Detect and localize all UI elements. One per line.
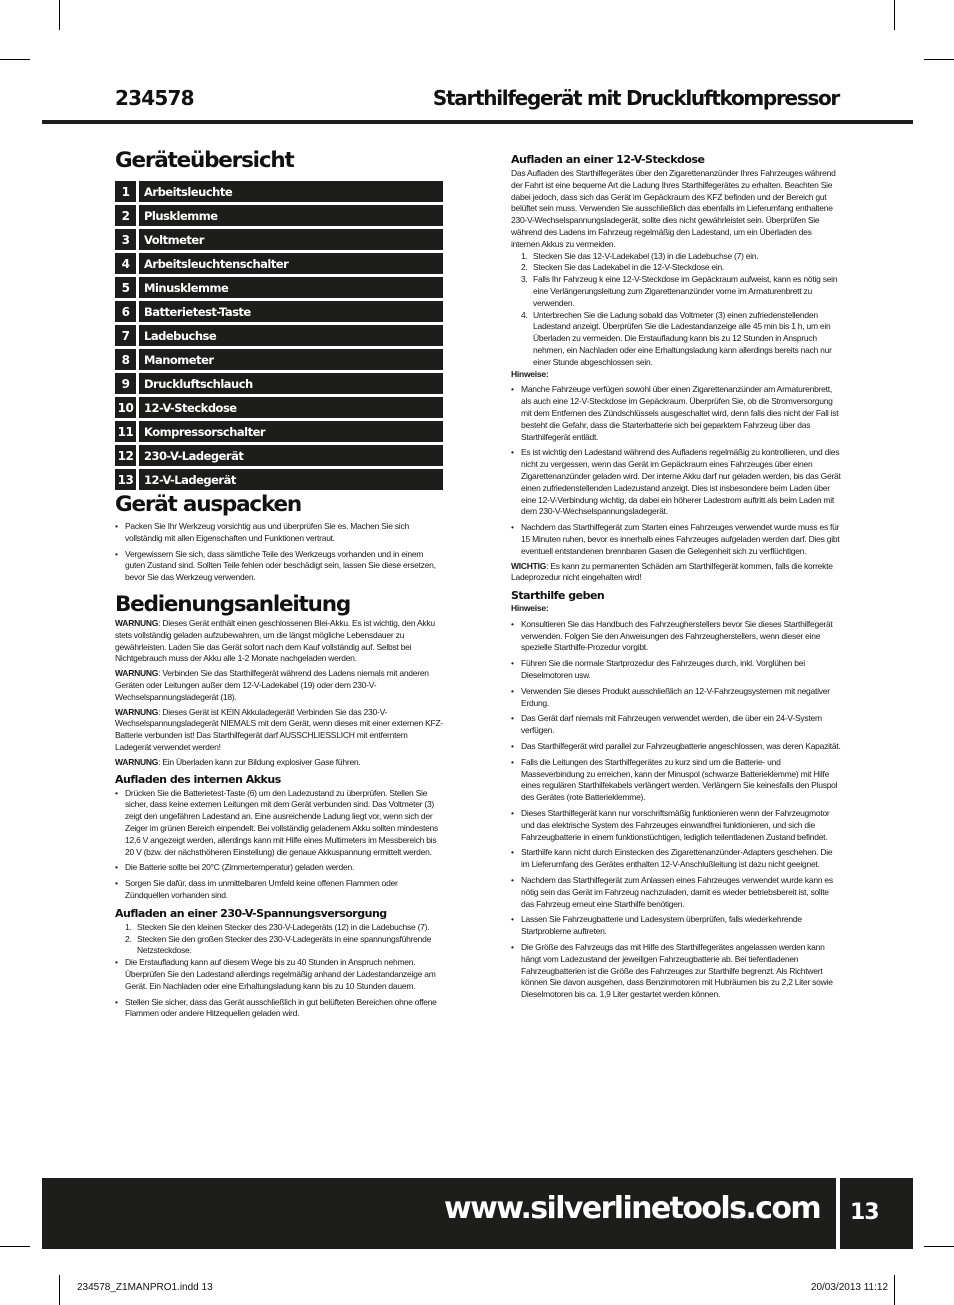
socket-charging-heading: Aufladen an einer 12-V-Steckdose [511, 153, 705, 166]
step-text: Stecken Sie das 12-V-Ladekabel (13) in die Ladebuchse (7) ein. [533, 250, 759, 261]
warning-paragraph [115, 618, 443, 665]
list-item: • Packen Sie Ihr Werkzeug vorsichtig aus und überprüfen Sie es. Machen Sie sich vollständig mit allen Eigenschaften und Funktionen vertraut. [115, 521, 443, 545]
list-item: • Nachdem das Starthilfegerät zum Starten eines Fahrzeuges verwendet wurde muss es für 15 Minuten ruhen, bevor es innerhalb eines Fahrzeuges aufgeladen werden darf. Dies gibt eventuell entstandenen brennbaren Gasen die Gelegenheit sich zu verflüchtigen. [511, 522, 841, 557]
step-item [511, 262, 841, 274]
list-item: • Falls die Leitungen des Starthilfegerätes zu kurz sind um die Batterie- und Masseverbindung zu erreichen, kann der Minuspol (schwarze Batterieklemme) mit Hilfe eines regulären Starthilfekabels verlängert werden. Verlängern Sie keinesfalls den Pluspol des Gerätes (rote Batterieklemme). [511, 757, 841, 804]
list-item: • Verwenden Sie dieses Produkt ausschließlich an 12-V-Fahrzeugsystemen mit negativer Erdung. [511, 686, 841, 710]
list-item: • Das Starthilfegerät wird parallel zur Fahrzeugbatterie angeschlossen, was deren Kapazität. [511, 741, 841, 753]
parts-row [115, 469, 443, 490]
step-text: Stecken Sie den kleinen Stecker des 230-V-Ladegeräts (12) in die Ladebuchse (7). [137, 921, 430, 932]
part-number: 5 [115, 277, 136, 298]
step-item [115, 934, 443, 958]
important-label: WICHTIG [511, 560, 547, 571]
part-label: 12-V-Steckdose [139, 397, 443, 418]
warning-text: : Verbinden Sie das Starthilfegerät während des Ladens niemals mit anderen Geräten oder Leitungen außer dem 12-V-Ladekabel (19) oder dem 230-V-Wechselspannungsladegerät (18). [115, 668, 429, 702]
notes-label-text: Hinweise [511, 368, 546, 379]
part-number: 4 [115, 253, 136, 274]
part-number: 12 [115, 445, 136, 466]
socket-intro: Das Aufladen des Starthilfegerätes über den Zigarettenanzünder Ihres Fahrzeuges während der Fahrt ist eine bequeme Art die Ladung Ihres Starthilfegerätes zu erhalten. Beachten Sie dabei jedoch, dass sich das Gerät im Gepäckraum des KFZ befinden und der Bereich gut belüftet sein muss. Verwenden Sie ausschließlich das ebenfalls im Lieferumfang enthaltene 230-V-Wechselspannungsladegerät, sollte dies nicht gewährleistet sein. Überprüfen Sie während des Ladens im Fahrzeug regelmäßig den Ladestand, um ein Überladen des internen Akkus zu vermeiden. [511, 168, 836, 249]
part-number: 9 [115, 373, 136, 394]
list-item: • Nachdem das Starthilfegerät zum Anlassen eines Fahrzeuges verwendet wurde kann es nötig sein das Gerät im Fahrzeug nachzuladen, damit es wieder betriebsbereit ist, sollte das Fahrzeug erneut eine Starthilfe benötigen. [511, 875, 841, 910]
warning-label: WARNUNG [115, 706, 159, 717]
crop-mark [924, 1246, 954, 1247]
list-item: • Konsultieren Sie das Handbuch des Fahrzeugherstellers bevor Sie dieses Starthilfegerät verwenden. Folgen Sie den Anweisungen des Fahrzeugherstellers, wenn dieser eine spezielle Starthilfe-Prozedur vorgibt. [511, 619, 841, 654]
parts-row [115, 349, 443, 370]
part-label: Druckluftschlauch [139, 373, 443, 394]
internal-charging-heading: Aufladen des internen Akkus [115, 772, 281, 786]
parts-row [115, 301, 443, 322]
warning-label: WARNUNG [115, 617, 159, 628]
warning-paragraph [115, 707, 443, 754]
list-item: • Sorgen Sie dafür, dass im unmittelbaren Umfeld keine offenen Flammen oder Zündquellen vorhanden sind. [115, 878, 443, 902]
header-rule [42, 120, 913, 124]
unpacking-heading: Gerät auspacken [115, 492, 301, 517]
notes-label-text: Hinweise [511, 603, 546, 614]
part-number: 8 [115, 349, 136, 370]
step-number: 1. [125, 921, 132, 932]
list-item: • Manche Fahrzeuge verfügen sowohl über einen Zigarettenanzünder am Armaturenbrett, als auch eine 12-V-Steckdose im Gepäckraum. Überprüfen Sie, ob die Stromversorgung mit dem Entfernen des Zündschlüssels ausgeschaltet wird, denn falls dies nicht der Fall ist besteht die Gefahr, dass die Starterbatterie sich bei geparktem Fahrzeug über das Starthilfegerät entlädt. [511, 384, 841, 443]
warning-text: : Ein Überladen kann zur Bildung explosiver Gase führen. [158, 756, 361, 767]
list-item: • Die Erstaufladung kann auf diesem Wege bis zu 40 Stunden in Anspruch nehmen. Überprüfen Sie den Ladestand allerdings regelmäßig anhand der Ladestandanzeige am Gerät. Ein Nachladen oder eine Erhaltungsladung kann bis zu 10 Stunden dauern. [115, 957, 443, 992]
product-code: 234578 [115, 86, 194, 110]
crop-mark [924, 59, 954, 60]
list-item: • Drücken Sie die Batterietest-Taste (6) um den Ladezustand zu überprüfen. Stellen Sie sicher, dass keine externen Leitungen mit dem Gerät verbunden sind. Das Voltmeter (3) zeigt den ungefähren Ladestand an. Eine ausreichende Ladung liegt vor, wenn sich der Zeiger im grünen Bereich einpendelt. Bei vollständig geladenem Akku sollten mindestens 12,6 V angezeigt werden, allerdings kann mit Hilfe eines Multimeters im Messbereich bis 20 V (bzw. der nächsthöheren Einstellung) die genaue Akkuspannung ermittelt werden. [115, 788, 443, 859]
crop-mark [0, 1246, 30, 1247]
jumpstart-notes-label: Hinweise: [511, 603, 549, 614]
step-number: 2. [125, 933, 132, 944]
warning-label: WARNUNG [115, 756, 159, 767]
warning-paragraph [115, 668, 443, 703]
important-note [511, 561, 841, 585]
list-item: • Es ist wichtig den Ladestand während des Aufladens regelmäßig zu kontrollieren, und dies nicht zu vergessen, wenn das Gerät im Gepäckraum eines Fahrzeuges über einen Zigarettenanzünder geladen wird. Der interne Akku darf nur geladen werden, bis das Gerät einen zufriedenstellenden Ladezustand anzeigt. Dies ist insbesondere beim Laden über eine 12-V-Verbindung wichtig, da dabei ein höherer Ladestrom auftritt als beim Laden mit dem 230-V-Wechselspannungsladegerät. [511, 447, 841, 518]
page-number: 13 [850, 1200, 879, 1225]
step-item [511, 274, 841, 309]
step-item [511, 251, 841, 263]
jumpstart-notes-list [511, 619, 841, 1001]
crop-mark [59, 1275, 60, 1305]
warnings-block [115, 618, 443, 769]
part-label: Minusklemme [139, 277, 443, 298]
parts-row [115, 181, 443, 202]
parts-row [115, 445, 443, 466]
parts-row [115, 397, 443, 418]
parts-row [115, 277, 443, 298]
mains-charging-heading: Aufladen an einer 230-V-Spannungsversorgung [115, 906, 387, 920]
step-number: 2. [521, 262, 528, 273]
part-label: 230-V-Ladegerät [139, 445, 443, 466]
part-number: 13 [115, 469, 136, 490]
part-number: 2 [115, 205, 136, 226]
list-item: • Die Größe des Fahrzeugs das mit Hilfe des Starthilfegerätes angelassen werden kann hängt vom Ladezustand der jeweiligen Fahrzeugbatterie ab. Bei tiefentladenen Fahrzeugbatterien ist die Größe des Fahrzeuges zur Starthilfe begrenzt. Als Richtwert können Sie davon ausgehen, dass Benzinmotoren mit Hubräumen bis zu 2,2 Liter sowie Dieselmotoren bis ca. 1,9 Liter gestartet werden können. [511, 942, 841, 1001]
crop-mark [894, 0, 895, 30]
part-label: Voltmeter [139, 229, 443, 250]
socket-steps-list [511, 251, 841, 369]
parts-row [115, 253, 443, 274]
step-number: 4. [521, 309, 528, 320]
list-item: • Lassen Sie Fahrzeugbatterie und Ladesystem überprüfen, falls wiederkehrende Startprobleme auftreten. [511, 914, 841, 938]
crop-mark [894, 1275, 895, 1305]
part-label: Arbeitsleuchtenschalter [139, 253, 443, 274]
parts-list [115, 181, 443, 490]
part-number: 11 [115, 421, 136, 442]
part-label: Batterietest-Taste [139, 301, 443, 322]
overview-heading: Geräteübersicht [115, 148, 294, 173]
list-item: • Starthilfe kann nicht durch Einstecken des Zigarettenanzünder-Adapters geschehen. Die im Lieferumfang des Gerätes enthalten 12-V-Anschlußleitung ist dazu nicht geeignet. [511, 847, 841, 871]
part-label: Manometer [139, 349, 443, 370]
parts-row [115, 325, 443, 346]
crop-mark [0, 59, 30, 60]
mains-notes-list [115, 957, 443, 1020]
list-item: • Vergewissern Sie sich, dass sämtliche Teile des Werkzeugs vorhanden und in einem guten Zustand sind. Sollten Teile fehlen oder beschädigt sein, lassen Sie diese ersetzen, bevor Sie das Werkzeug verwenden. [115, 549, 443, 584]
socket-notes-list [511, 384, 841, 557]
list-item: • Die Batterie sollte bei 20°C (Zimmertemperatur) geladen werden. [115, 862, 443, 874]
parts-row [115, 421, 443, 442]
part-number: 1 [115, 181, 136, 202]
step-text: Stecken Sie das Ladekabel in die 12-V-Steckdose ein. [533, 262, 725, 273]
parts-row [115, 373, 443, 394]
warning-text: : Dieses Gerät ist KEIN Akkuladegerät! Verbinden Sie das 230-V-Wechselspannungsladegerät NIEMALS mit dem Gerät, wenn dieses mit einer externen KFZ-Batterie verbunden ist! Das Starthilfegerät darf AUSSCHLIESSLICH mit entferntem Ladegerät verwendet werden! [115, 706, 443, 752]
part-number: 6 [115, 301, 136, 322]
crop-mark [59, 0, 60, 30]
step-text: Unterbrechen Sie die Ladung sobald das Voltmeter (3) einen zufriedenstellenden Ladestand anzeigt. Überprüfen Sie die Ladestandanzeige alle 45 min bis 1 h, um ein Überladen zu vermeiden. Die Erstaufladung kann bis zu 12 Stunden in Anspruch nehmen, ein Nachladen oder eine Erhaltungsladung kann allerdings bereits nach nur einer Stunde abgeschlossen sein. [533, 309, 832, 367]
right-column [511, 152, 841, 1005]
operation-heading: Bedienungsanleitung [115, 591, 351, 617]
unpacking-list [115, 521, 443, 584]
part-label: 12-V-Ladegerät [139, 469, 443, 490]
jumpstart-heading: Starthilfe geben [511, 589, 605, 603]
internal-charging-list [115, 788, 443, 902]
parts-row [115, 229, 443, 250]
left-column [115, 146, 443, 1024]
part-label: Ladebuchse [139, 325, 443, 346]
list-item: • Dieses Starthilfegerät kann nur vorschriftsmäßig funktionieren wenn der Fahrzeugmotor und das elektrische System des Fahrzeuges einwandfrei funktionieren, und sich die Fahrzeugbatterie in einem funktionstüchtigen, lediglich teilentladenen Zustand befindet. [511, 808, 841, 843]
step-number: 1. [521, 250, 528, 261]
warning-paragraph [115, 757, 443, 769]
part-label: Kompressorschalter [139, 421, 443, 442]
footer-divider [836, 1178, 840, 1249]
parts-row [115, 205, 443, 226]
print-slug-date: 20/03/2013 11:12 [810, 1282, 888, 1293]
warning-text: : Dieses Gerät enthält einen geschlossenen Blei-Akku. Es ist wichtig, den Akku stets vollständig geladen aufzubewahren, um die längst mögliche Lebensdauer zu gewährleisten. Laden Sie das Gerät sofort nach dem Kauf vollständig auf. Selbst bei Nichtgebrauch muss der Akku alle 1-2 Monate nachgeladen werden. [115, 617, 435, 664]
list-item: • Führen Sie die normale Startprozedur des Fahrzeuges durch, inkl. Vorglühen bei Dieselmotoren usw. [511, 658, 841, 682]
warning-label: WARNUNG [115, 668, 159, 679]
step-text: Falls Ihr Fahrzeug k eine 12-V-Steckdose im Gepäckraum aufweist, kann es nötig sein eine Verlängerungsleitung zum Zigarettenanzünder vorne im Armaturenbrett zu verwenden. [533, 274, 838, 308]
mains-steps-list [115, 922, 443, 957]
page-title: Starthilfegerät mit Druckluftkompressor [432, 86, 839, 110]
step-item [115, 922, 443, 934]
part-number: 7 [115, 325, 136, 346]
important-text: : Es kann zu permanenten Schäden am Starthilfegerät kommen, falls die korrekte Ladeprozedur nicht eingehalten wird! [511, 560, 833, 583]
list-item: • Stellen Sie sicher, dass das Gerät ausschließlich in gut belüfteten Bereichen ohne offene Flammen oder andere Hitzequellen geladen wird. [115, 997, 443, 1021]
part-label: Plusklemme [139, 205, 443, 226]
step-item [511, 310, 841, 369]
step-text: Stecken Sie den großen Stecker des 230-V-Ladegeräts in eine spannungsführende Netzsteckdose. [137, 933, 432, 956]
website-link[interactable]: www.silverlinetools.com [444, 1191, 820, 1226]
part-number: 10 [115, 397, 136, 418]
part-number: 3 [115, 229, 136, 250]
print-slug-file: 234578_Z1MANPRO1.indd 13 [77, 1282, 213, 1293]
list-item: • Das Gerät darf niemals mit Fahrzeugen verwendet werden, die über ein 24-V-System verfügen. [511, 713, 841, 737]
step-number: 3. [521, 274, 528, 285]
socket-notes-label: Hinweise: [511, 368, 549, 379]
part-label: Arbeitsleuchte [139, 181, 443, 202]
